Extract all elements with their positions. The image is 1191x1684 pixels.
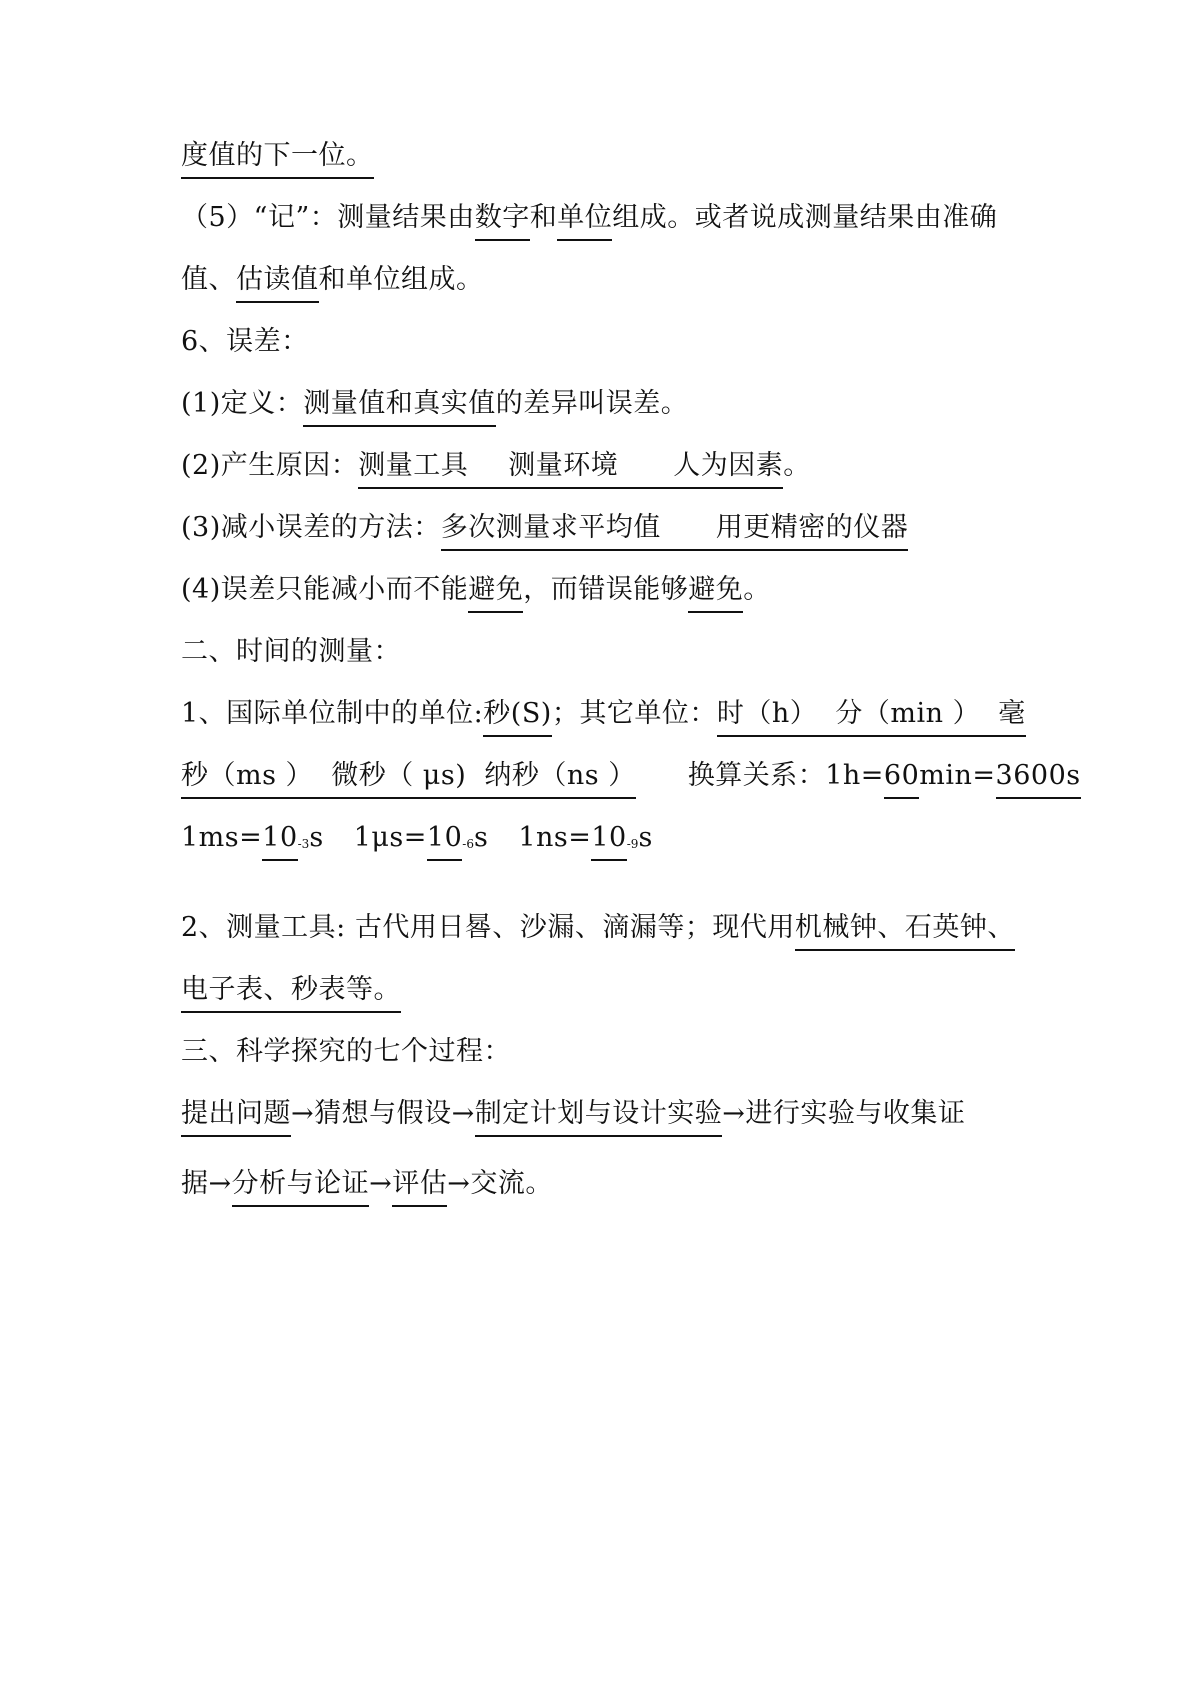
exponent: -3 <box>297 837 310 851</box>
text-segment: min= <box>919 760 996 791</box>
text-segment: ；其它单位： <box>551 698 717 729</box>
underlined-answer: 提出问题 <box>181 1098 291 1137</box>
text-segment: s <box>473 822 489 853</box>
text-line-15 <box>181 1034 511 1070</box>
underlined-answer: 单位 <box>557 202 612 241</box>
method-2: 用更精密的仪器 <box>715 512 909 543</box>
text-segment: 值、 <box>181 264 236 295</box>
underlined-answer: 避免 <box>688 574 743 613</box>
text-line-9 <box>181 634 401 670</box>
text-segment: 。 <box>783 450 811 481</box>
text-segment: 2、测量工具: 古代用日晷、沙漏、滴漏等；现代用 <box>181 912 795 943</box>
section-heading: 6、误差： <box>181 326 309 357</box>
text-line-10 <box>181 696 1026 732</box>
cause-3: 人为因素 <box>673 450 784 481</box>
text-line-13 <box>181 910 1015 946</box>
cause-1: 测量工具 <box>358 450 469 481</box>
text-line-4 <box>181 324 309 360</box>
underlined-answer: 测量值和真实值 <box>303 388 496 427</box>
underlined-answer: 电子表、秒表等。 <box>181 974 401 1013</box>
text-line-12 <box>181 820 653 856</box>
text-line-5 <box>181 386 688 422</box>
text-line-1 <box>181 138 374 174</box>
text-segment: 和单位组成。 <box>318 264 484 295</box>
text-line-17 <box>181 1166 553 1202</box>
text-segment: 的差异叫误差。 <box>495 388 689 419</box>
text-segment: 组成。或者说成测量结果由准确 <box>612 202 998 233</box>
underlined-answer: 避免 <box>468 574 523 613</box>
text-segment: s <box>309 822 324 853</box>
text-segment: → <box>369 1168 393 1199</box>
underlined-answer: 数字 <box>475 202 530 241</box>
text-line-2 <box>181 200 997 236</box>
text-segment: (1)定义： <box>181 388 304 419</box>
text-segment: (3)减小误差的方法： <box>181 512 441 543</box>
underlined-answer <box>441 512 909 551</box>
underlined-answer: 3600s <box>996 760 1081 799</box>
underlined-answer: 度值的下一位。 <box>181 140 374 179</box>
text-line-3 <box>181 262 484 298</box>
cause-2: 测量环境 <box>508 450 619 481</box>
text-line-14 <box>181 972 401 1008</box>
text-segment: (4)误差只能减小而不能 <box>181 574 469 605</box>
text-segment: 1ms= <box>181 822 263 853</box>
underlined-answer <box>358 450 783 489</box>
underlined-answer: 分析与论证 <box>232 1168 370 1207</box>
method-1: 多次测量求平均值 <box>440 512 661 543</box>
text-segment: (2)产生原因： <box>181 450 359 481</box>
text-segment: 据→ <box>181 1168 232 1199</box>
text-segment: s <box>638 822 653 853</box>
exponent: -6 <box>462 837 474 851</box>
text-segment: （5）“记”：测量结果由 <box>181 202 475 233</box>
underlined-answer: 机械钟、石英钟、 <box>795 912 1015 951</box>
text-line-8 <box>181 572 771 608</box>
text-segment: 1、国际单位制中的单位: <box>181 698 484 729</box>
text-segment: →进行实验与收集证 <box>722 1098 966 1129</box>
underlined-answer: 评估 <box>392 1168 447 1207</box>
text-segment: 和 <box>529 202 558 233</box>
underlined-answer: 秒（ms ） 微秒（ μs) 纳秒（ns ） <box>181 760 636 799</box>
section-heading: 三、科学探究的七个过程： <box>181 1036 511 1067</box>
underlined-answer: 10 <box>262 822 297 861</box>
text-line-11 <box>181 758 1081 794</box>
underlined-answer: 秒(S) <box>483 698 552 737</box>
underlined-answer: 10 <box>427 822 462 861</box>
text-segment: 。 <box>743 574 771 605</box>
text-segment: ，而错误能够 <box>523 574 689 605</box>
underlined-answer: 估读值 <box>236 264 319 303</box>
text-line-7 <box>181 510 908 546</box>
text-segment: 1μs= <box>353 822 427 853</box>
text-segment: →猜想与假设→ <box>291 1098 475 1129</box>
text-segment: 1ns= <box>518 822 592 853</box>
text-segment: 换算关系：1h= <box>687 760 884 791</box>
underlined-answer: 制定计划与设计实验 <box>475 1098 723 1137</box>
exponent: -9 <box>626 837 639 851</box>
underlined-answer: 60 <box>884 760 919 799</box>
text-segment: →交流。 <box>447 1168 553 1199</box>
text-line-6 <box>181 448 811 484</box>
underlined-answer: 时（h） 分（min ） 毫 <box>717 698 1026 737</box>
underlined-answer: 10 <box>591 822 626 861</box>
text-line-16 <box>181 1096 965 1132</box>
section-heading: 二、时间的测量： <box>181 636 401 667</box>
